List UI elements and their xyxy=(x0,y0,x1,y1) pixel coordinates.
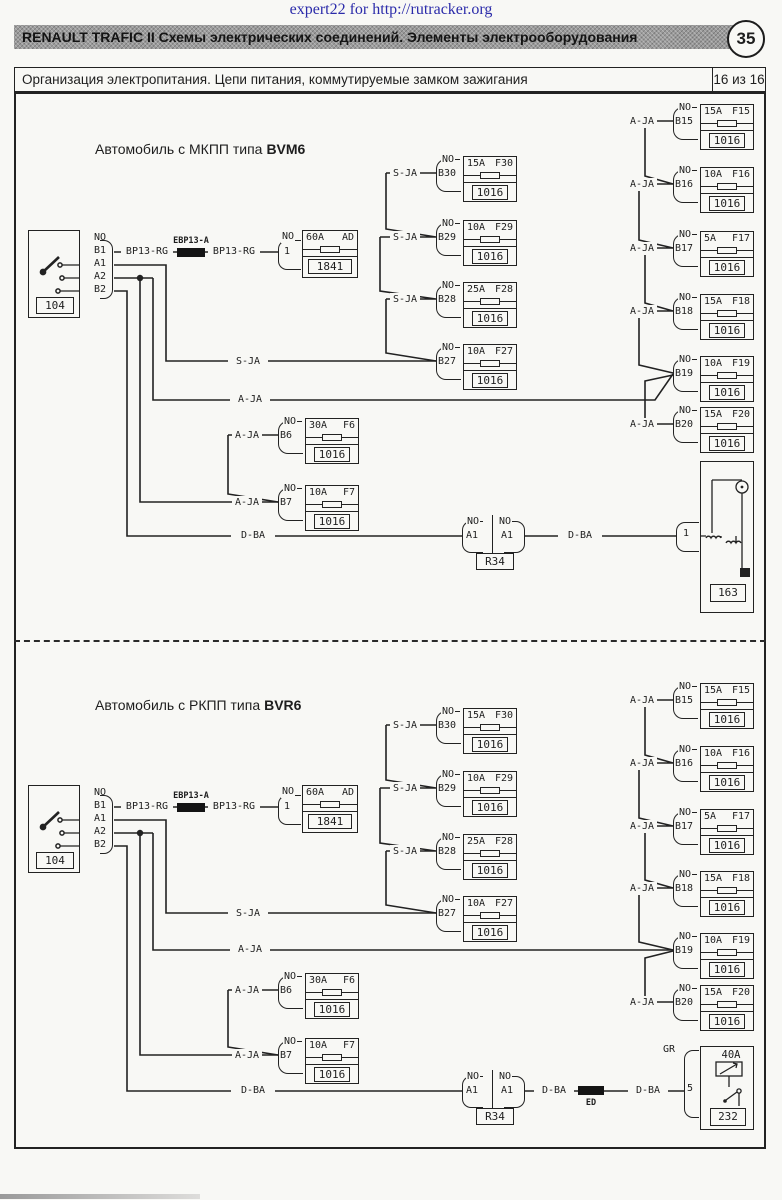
pin-no-label: NO xyxy=(678,744,698,755)
fuse-symbol xyxy=(464,358,516,371)
fuse-symbol xyxy=(701,885,753,898)
wire-label: S-JA xyxy=(390,845,420,858)
chapter-badge: 35 xyxy=(727,20,765,58)
fuse-code: F16 xyxy=(731,169,750,180)
fuse-symbol xyxy=(464,296,516,309)
fuse-box xyxy=(463,834,517,880)
fuse-box xyxy=(305,973,359,1019)
fuse-rating: 15A xyxy=(467,158,486,169)
wire-label: A-JA xyxy=(232,429,262,442)
fuse-symbol xyxy=(464,170,516,183)
fuse-rating: 10A xyxy=(467,773,486,784)
wire-label: A-JA xyxy=(232,496,262,509)
pin-no-label: NO xyxy=(283,1036,303,1047)
wire-label: A-JA xyxy=(627,882,657,895)
unit-number: 1016 xyxy=(314,514,350,529)
fuse-box xyxy=(305,1038,359,1084)
wire-label: BP13-RG xyxy=(208,245,260,258)
pin-no-label: NO xyxy=(467,516,480,527)
wire-label: BP13-RG xyxy=(121,245,173,258)
fuse-code: F28 xyxy=(494,836,513,847)
fuse-rating: 60A xyxy=(306,787,325,798)
fuse-unit xyxy=(438,342,517,390)
fuse-box xyxy=(463,708,517,754)
pin-label: A2 xyxy=(80,270,106,283)
pin-no-label: NO xyxy=(441,154,461,165)
fuse-code: F6 xyxy=(342,975,355,986)
wire-label: D-BA xyxy=(231,1084,275,1097)
pin-no-label: NO xyxy=(678,229,698,240)
pin-label: 5 xyxy=(687,1083,694,1094)
unit-number: 1016 xyxy=(709,962,745,977)
pin-label: B27 xyxy=(438,356,457,367)
wire-label: A-JA xyxy=(627,694,657,707)
pin-no-label: NO xyxy=(678,405,698,416)
unit-number: 1016 xyxy=(314,1002,350,1017)
fuse-symbol xyxy=(306,432,358,445)
pin-no-label: NO xyxy=(441,280,461,291)
unit-number: 1016 xyxy=(472,925,508,940)
fuse-rating: 15A xyxy=(704,106,723,117)
pin-no-label: NO xyxy=(441,706,461,717)
unit-number: 1841 xyxy=(308,814,352,829)
fuse-code: F27 xyxy=(494,346,513,357)
fuse-symbol xyxy=(701,245,753,258)
fuse-symbol xyxy=(701,823,753,836)
fuse-symbol xyxy=(701,370,753,383)
wire-label: S-JA xyxy=(390,231,420,244)
main-fuse-unit xyxy=(302,230,358,278)
wire-label: S-JA xyxy=(390,167,420,180)
fuse-box xyxy=(305,418,359,464)
fuse-box xyxy=(463,220,517,266)
fuse-code: F20 xyxy=(731,409,750,420)
fuse-unit xyxy=(629,807,754,855)
fuse-symbol xyxy=(701,760,753,773)
pin-no-label: NO xyxy=(283,483,303,494)
fuse-rating: 5A xyxy=(704,811,717,822)
fusible-link-label: EBP13-A xyxy=(166,791,216,801)
connector-mating-line xyxy=(492,1070,493,1112)
page-header-title: RENAULT TRAFIC II Схемы электрических соединений. Элементы электрооборудования xyxy=(22,29,638,45)
wire-label: S-JA xyxy=(228,907,268,920)
fuse-box xyxy=(305,485,359,531)
fusible-link-label: ED xyxy=(578,1098,604,1108)
connector-bracket xyxy=(100,240,113,299)
pin-label: B2 xyxy=(80,838,106,851)
pin-label: A2 xyxy=(80,825,106,838)
unit-number: 1016 xyxy=(709,712,745,727)
pin-label: B28 xyxy=(438,846,457,857)
fuse-rating: 10A xyxy=(704,748,723,759)
fuse-unit xyxy=(392,280,517,328)
diagram-title-top: Автомобиль с МКПП типа BVM6 xyxy=(95,141,306,157)
unit-number: 232 xyxy=(710,1108,746,1126)
fuse-unit xyxy=(629,869,754,917)
fuse-rating: 15A xyxy=(704,873,723,884)
fuse-rating: 15A xyxy=(704,409,723,420)
pin-no-label: NO xyxy=(283,416,303,427)
fuse-code: F29 xyxy=(494,222,513,233)
fuse-symbol xyxy=(701,999,753,1012)
wire-label: D-BA xyxy=(628,1084,668,1097)
fuse-box xyxy=(463,896,517,942)
pin-no-label: NO xyxy=(441,832,461,843)
fuse-code: F29 xyxy=(494,773,513,784)
pin-label: B18 xyxy=(675,883,694,894)
unit-number: 1016 xyxy=(472,185,508,200)
pin-no-label: NO xyxy=(678,354,698,365)
pin-label: B17 xyxy=(675,821,694,832)
main-fuse-unit xyxy=(302,785,358,833)
fuse-code: AD xyxy=(341,787,354,798)
fusible-link xyxy=(177,248,205,257)
pin-label: A1 xyxy=(80,812,106,825)
wire-label: S-JA xyxy=(390,293,420,306)
unit-number: 1016 xyxy=(314,1067,350,1082)
fuse-box xyxy=(700,933,754,979)
fuse-symbol xyxy=(701,308,753,321)
pin-no-label: NO xyxy=(678,165,698,176)
pin-no-label: NO xyxy=(499,1071,512,1082)
wire-label: A-JA xyxy=(627,242,657,255)
unit-number: 104 xyxy=(36,852,74,869)
unit-number: 1016 xyxy=(709,196,745,211)
pin-no-label: NO xyxy=(282,786,295,797)
wire-label: S-JA xyxy=(228,355,268,368)
pin-label: B15 xyxy=(675,695,694,706)
fuse-unit xyxy=(392,218,517,266)
page-counter: 16 из 16 xyxy=(712,68,765,91)
fuse-symbol xyxy=(701,421,753,434)
pin-label: B20 xyxy=(675,997,694,1008)
fuse-unit xyxy=(629,744,754,792)
page-header-bar xyxy=(14,25,758,49)
fuse-box xyxy=(463,282,517,328)
fuse-unit xyxy=(392,769,517,817)
fuse-unit xyxy=(629,102,754,150)
wire-label: D-BA xyxy=(534,1084,574,1097)
unit-number: 1841 xyxy=(308,259,352,274)
pin-no-label: NO xyxy=(678,681,698,692)
fuse-box xyxy=(700,985,754,1031)
pin-no-label: NO xyxy=(441,342,461,353)
pin-label: 1 xyxy=(284,246,291,257)
fuse-rating: 25A xyxy=(467,836,486,847)
wire-label: A-JA xyxy=(627,178,657,191)
fuse-unit xyxy=(675,354,754,402)
wire-label: A-JA xyxy=(627,418,657,431)
fuse-unit xyxy=(234,1036,359,1084)
pin-label: B7 xyxy=(280,497,293,508)
unit-number: 1016 xyxy=(709,775,745,790)
wire-label: A-JA xyxy=(627,996,657,1009)
pin-label: A1 xyxy=(466,1085,479,1096)
fuse-unit xyxy=(392,154,517,202)
fuse-unit xyxy=(629,165,754,213)
fuse-rating: 25A xyxy=(467,284,486,295)
fuse-code: F17 xyxy=(731,233,750,244)
pin-no-label: NO xyxy=(467,1071,480,1082)
fuse-code: F15 xyxy=(731,685,750,696)
pin-no-label: NO xyxy=(678,931,698,942)
pin-no-label: NO xyxy=(80,786,106,799)
fuse-box xyxy=(700,407,754,453)
fuse-rating: 60A xyxy=(306,232,325,243)
fuse-box xyxy=(700,231,754,277)
pin-no-label: NO xyxy=(678,292,698,303)
pin-label: B15 xyxy=(675,116,694,127)
fuse-symbol xyxy=(701,181,753,194)
fuse-box xyxy=(700,809,754,855)
fuse-rating: 10A xyxy=(704,935,723,946)
fuse-symbol xyxy=(464,910,516,923)
fuse-rating: 15A xyxy=(704,296,723,307)
pin-label: A1 xyxy=(466,530,479,541)
fuse-unit xyxy=(392,706,517,754)
fuse-symbol xyxy=(464,234,516,247)
unit-number: R34 xyxy=(476,1108,514,1125)
pin-label: B6 xyxy=(280,430,293,441)
unit-number: 1016 xyxy=(709,323,745,338)
unit-number: 1016 xyxy=(472,373,508,388)
wire-label: A-JA xyxy=(627,820,657,833)
fuse-code: AD xyxy=(341,232,354,243)
pin-no-label: NO xyxy=(678,983,698,994)
pin-label: 1 xyxy=(284,801,291,812)
fuse-code: F20 xyxy=(731,987,750,998)
fuse-unit xyxy=(629,405,754,453)
pin-label: B30 xyxy=(438,720,457,731)
pin-label: A1 xyxy=(501,1085,514,1096)
pin-label: B16 xyxy=(675,179,694,190)
pin-no-label: NO xyxy=(499,516,512,527)
unit-number: 104 xyxy=(36,297,74,314)
fuse-unit xyxy=(629,983,754,1031)
fuse-rating: 10A xyxy=(309,487,328,498)
connector-bracket xyxy=(100,795,113,854)
pin-label: B29 xyxy=(438,232,457,243)
pin-label: B17 xyxy=(675,243,694,254)
pin-label: B1 xyxy=(80,244,106,257)
pin-no-label: NO xyxy=(441,769,461,780)
fuse-rating: 10A xyxy=(704,358,723,369)
wire-label: A-JA xyxy=(232,984,262,997)
fuse-unit xyxy=(629,681,754,729)
fuse-symbol xyxy=(701,947,753,960)
pin-label: B6 xyxy=(280,985,293,996)
pin-label: B7 xyxy=(280,1050,293,1061)
fusible-link xyxy=(177,803,205,812)
fuse-rating: 40A xyxy=(712,1049,750,1061)
pin-label: B19 xyxy=(675,368,694,379)
unit-number: 1016 xyxy=(472,249,508,264)
pin-label: B19 xyxy=(675,945,694,956)
fuse-code: F17 xyxy=(731,811,750,822)
fuse-code: F30 xyxy=(494,158,513,169)
fuse-unit xyxy=(629,229,754,277)
fuse-code: F7 xyxy=(342,487,355,498)
pin-label: B29 xyxy=(438,783,457,794)
fuse-code: F7 xyxy=(342,1040,355,1051)
watermark-text: expert22 for http://rutracker.org xyxy=(289,1,493,18)
pin-no-label: NO xyxy=(80,231,106,244)
fuse-unit xyxy=(438,894,517,942)
pin-label: A1 xyxy=(80,257,106,270)
fuse-code: F15 xyxy=(731,106,750,117)
fuse-box xyxy=(700,104,754,150)
wire-label: A-JA xyxy=(627,305,657,318)
fuse-code: F27 xyxy=(494,898,513,909)
diagram-divider xyxy=(14,640,766,642)
fuse-box xyxy=(463,156,517,202)
pin-no-label: NO xyxy=(282,231,295,242)
fuse-box xyxy=(700,746,754,792)
fuse-symbol xyxy=(306,987,358,1000)
pin-label: B2 xyxy=(80,283,106,296)
fuse-rating: 10A xyxy=(467,898,486,909)
unit-number: 1016 xyxy=(709,260,745,275)
pin-label: B1 xyxy=(80,799,106,812)
fuse-rating: 10A xyxy=(309,1040,328,1051)
fuse-box xyxy=(700,356,754,402)
wire-label: D-BA xyxy=(231,529,275,542)
fuse-unit xyxy=(234,416,359,464)
unit-number: 1016 xyxy=(472,863,508,878)
fuse-unit xyxy=(234,483,359,531)
fuse-rating: 5A xyxy=(704,233,717,244)
unit-number: 1016 xyxy=(314,447,350,462)
scheme-title: Организация электропитания. Цепи питания, коммутируемые замком зажигания xyxy=(22,72,528,87)
unit-number: 1016 xyxy=(472,737,508,752)
pin-no-label: NO xyxy=(678,102,698,113)
fuse-box xyxy=(302,785,358,833)
pin-label: B27 xyxy=(438,908,457,919)
fuse-box xyxy=(700,167,754,213)
wire-label: S-JA xyxy=(390,719,420,732)
unit-number: 163 xyxy=(710,584,746,602)
fuse-unit xyxy=(629,292,754,340)
diagram-title-bottom: Автомобиль с РКПП типа BVR6 xyxy=(95,697,302,713)
fuse-box xyxy=(463,771,517,817)
fuse-code: F30 xyxy=(494,710,513,721)
pin-no-label: NO xyxy=(441,894,461,905)
pin-label: B30 xyxy=(438,168,457,179)
fuse-unit xyxy=(675,931,754,979)
fuse-symbol xyxy=(464,722,516,735)
fuse-symbol xyxy=(464,848,516,861)
unit-number: 1016 xyxy=(472,800,508,815)
wire-label: BP13-RG xyxy=(121,800,173,813)
fusible-link xyxy=(578,1086,604,1095)
unit-number: 1016 xyxy=(709,133,745,148)
pin-label: B16 xyxy=(675,758,694,769)
fuse-code: F19 xyxy=(731,935,750,946)
fuse-rating: 30A xyxy=(309,420,328,431)
fuse-box xyxy=(700,294,754,340)
fuse-symbol xyxy=(464,785,516,798)
fuse-box xyxy=(700,683,754,729)
pin-label: B20 xyxy=(675,419,694,430)
fuse-rating: 10A xyxy=(704,169,723,180)
fuse-rating: 15A xyxy=(704,685,723,696)
unit-number: 1016 xyxy=(709,385,745,400)
fuse-code: F18 xyxy=(731,296,750,307)
fuse-rating: 30A xyxy=(309,975,328,986)
pin-no-label: NO xyxy=(678,807,698,818)
fuse-symbol xyxy=(303,799,357,812)
fusible-link-label: EBP13-A xyxy=(166,236,216,246)
wire-label: S-JA xyxy=(390,782,420,795)
wire-label: A-JA xyxy=(230,943,270,956)
wire-label: A-JA xyxy=(627,115,657,128)
wire-label: BP13-RG xyxy=(208,800,260,813)
wire-label: A-JA xyxy=(627,757,657,770)
fuse-code: F19 xyxy=(731,358,750,369)
fuse-code: F6 xyxy=(342,420,355,431)
fuse-rating: 10A xyxy=(467,222,486,233)
fuse-rating: 15A xyxy=(704,987,723,998)
connector-mating-line xyxy=(492,515,493,557)
fuse-box xyxy=(302,230,358,278)
unit-number: 1016 xyxy=(709,838,745,853)
unit-number: 1016 xyxy=(709,900,745,915)
wire-label: D-BA xyxy=(558,529,602,542)
fuse-code: F28 xyxy=(494,284,513,295)
pin-no-label: NO xyxy=(283,971,303,982)
fuse-rating: 15A xyxy=(467,710,486,721)
pin-label: A1 xyxy=(501,530,514,541)
pin-label: GR xyxy=(663,1044,676,1055)
pin-label: B18 xyxy=(675,306,694,317)
fuse-unit xyxy=(392,832,517,880)
fuse-symbol xyxy=(306,1052,358,1065)
wire-label: A-JA xyxy=(230,393,270,406)
unit-number: 1016 xyxy=(709,436,745,451)
fuse-box xyxy=(700,871,754,917)
unit-number: 1016 xyxy=(472,311,508,326)
fuse-box xyxy=(463,344,517,390)
scan-artifact xyxy=(0,1194,200,1199)
pin-no-label: NO xyxy=(441,218,461,229)
fuse-code: F18 xyxy=(731,873,750,884)
wire-label: A-JA xyxy=(232,1049,262,1062)
fuse-unit xyxy=(234,971,359,1019)
fuse-symbol xyxy=(303,244,357,257)
pin-label: B28 xyxy=(438,294,457,305)
scheme-title-row xyxy=(14,67,766,92)
unit-number: R34 xyxy=(476,553,514,570)
unit-number: 1016 xyxy=(709,1014,745,1029)
fuse-rating: 10A xyxy=(467,346,486,357)
fuse-symbol xyxy=(701,118,753,131)
fuse-symbol xyxy=(306,499,358,512)
pin-no-label: NO xyxy=(678,869,698,880)
fuse-symbol xyxy=(701,697,753,710)
pin-label: 1 xyxy=(683,528,690,539)
fuse-code: F16 xyxy=(731,748,750,759)
